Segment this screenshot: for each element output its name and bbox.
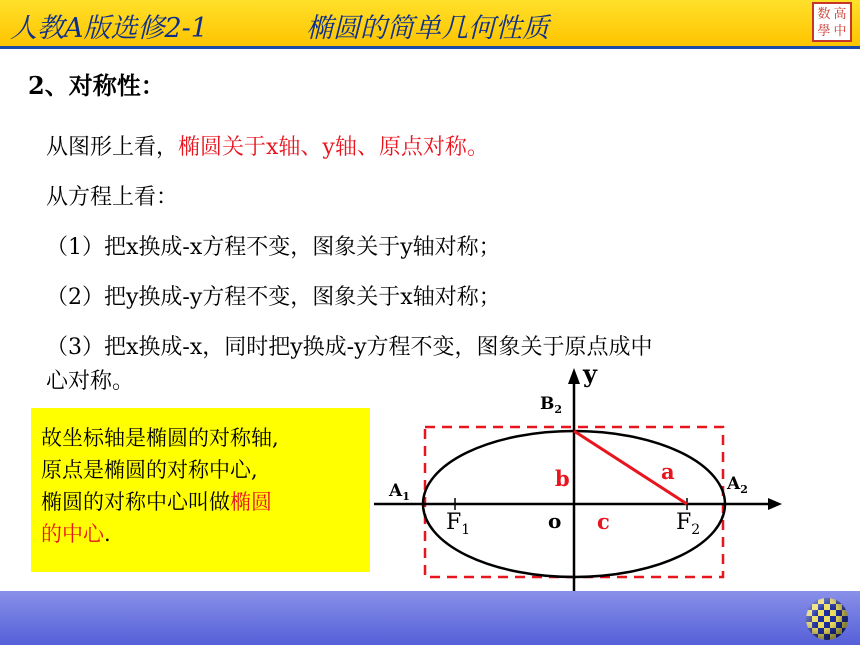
slide-title: 椭圆的简单几何性质 [306, 13, 549, 44]
origin-label: o [548, 509, 562, 533]
f1-label: $F_1$ [446, 510, 471, 538]
item-1: （1）把x换成-x方程不变，图象关于y轴对称； [46, 235, 501, 260]
item-3: （3）把x换成-x，同时把y换成-y方程不变，图象关于原点成中 [46, 335, 653, 360]
logo: 数 高 學 中 [812, 2, 852, 42]
conclusion-line-3: 椭圆的对称中心叫做椭圆 [41, 490, 272, 514]
c-length-label: c [597, 509, 610, 534]
conclusion-line-2: 原点是椭圆的对称中心, [41, 458, 258, 482]
footer-bar [0, 591, 860, 645]
b2-label: $B_2$ [540, 394, 563, 416]
checkered-ball-icon [806, 598, 848, 640]
conclusion-line-4: 的中心. [41, 522, 111, 546]
x-axis-arrow [768, 498, 782, 510]
a-length-label: a [661, 459, 675, 484]
graph-statement: 从图形上看，椭圆关于x轴、y轴、原点对称。 [46, 135, 489, 160]
item-3-cont: 心对称。 [46, 369, 135, 394]
y-axis-arrow [568, 368, 580, 384]
y-axis-label: y [583, 359, 597, 388]
conclusion-line-1: 故坐标轴是椭圆的对称轴, [41, 426, 279, 450]
b-length-label: b [555, 466, 570, 491]
a1-label: $A_1$ [389, 481, 410, 503]
a2-label: $A_2$ [727, 474, 748, 496]
section-title: 2、对称性： [28, 71, 165, 100]
course-label: 人教A版选修2-1 [10, 13, 208, 44]
f2-label: $F_2$ [676, 510, 701, 538]
equation-intro: 从方程上看： [46, 185, 179, 210]
item-2: （2）把y换成-y方程不变，图象关于x轴对称； [46, 285, 501, 310]
